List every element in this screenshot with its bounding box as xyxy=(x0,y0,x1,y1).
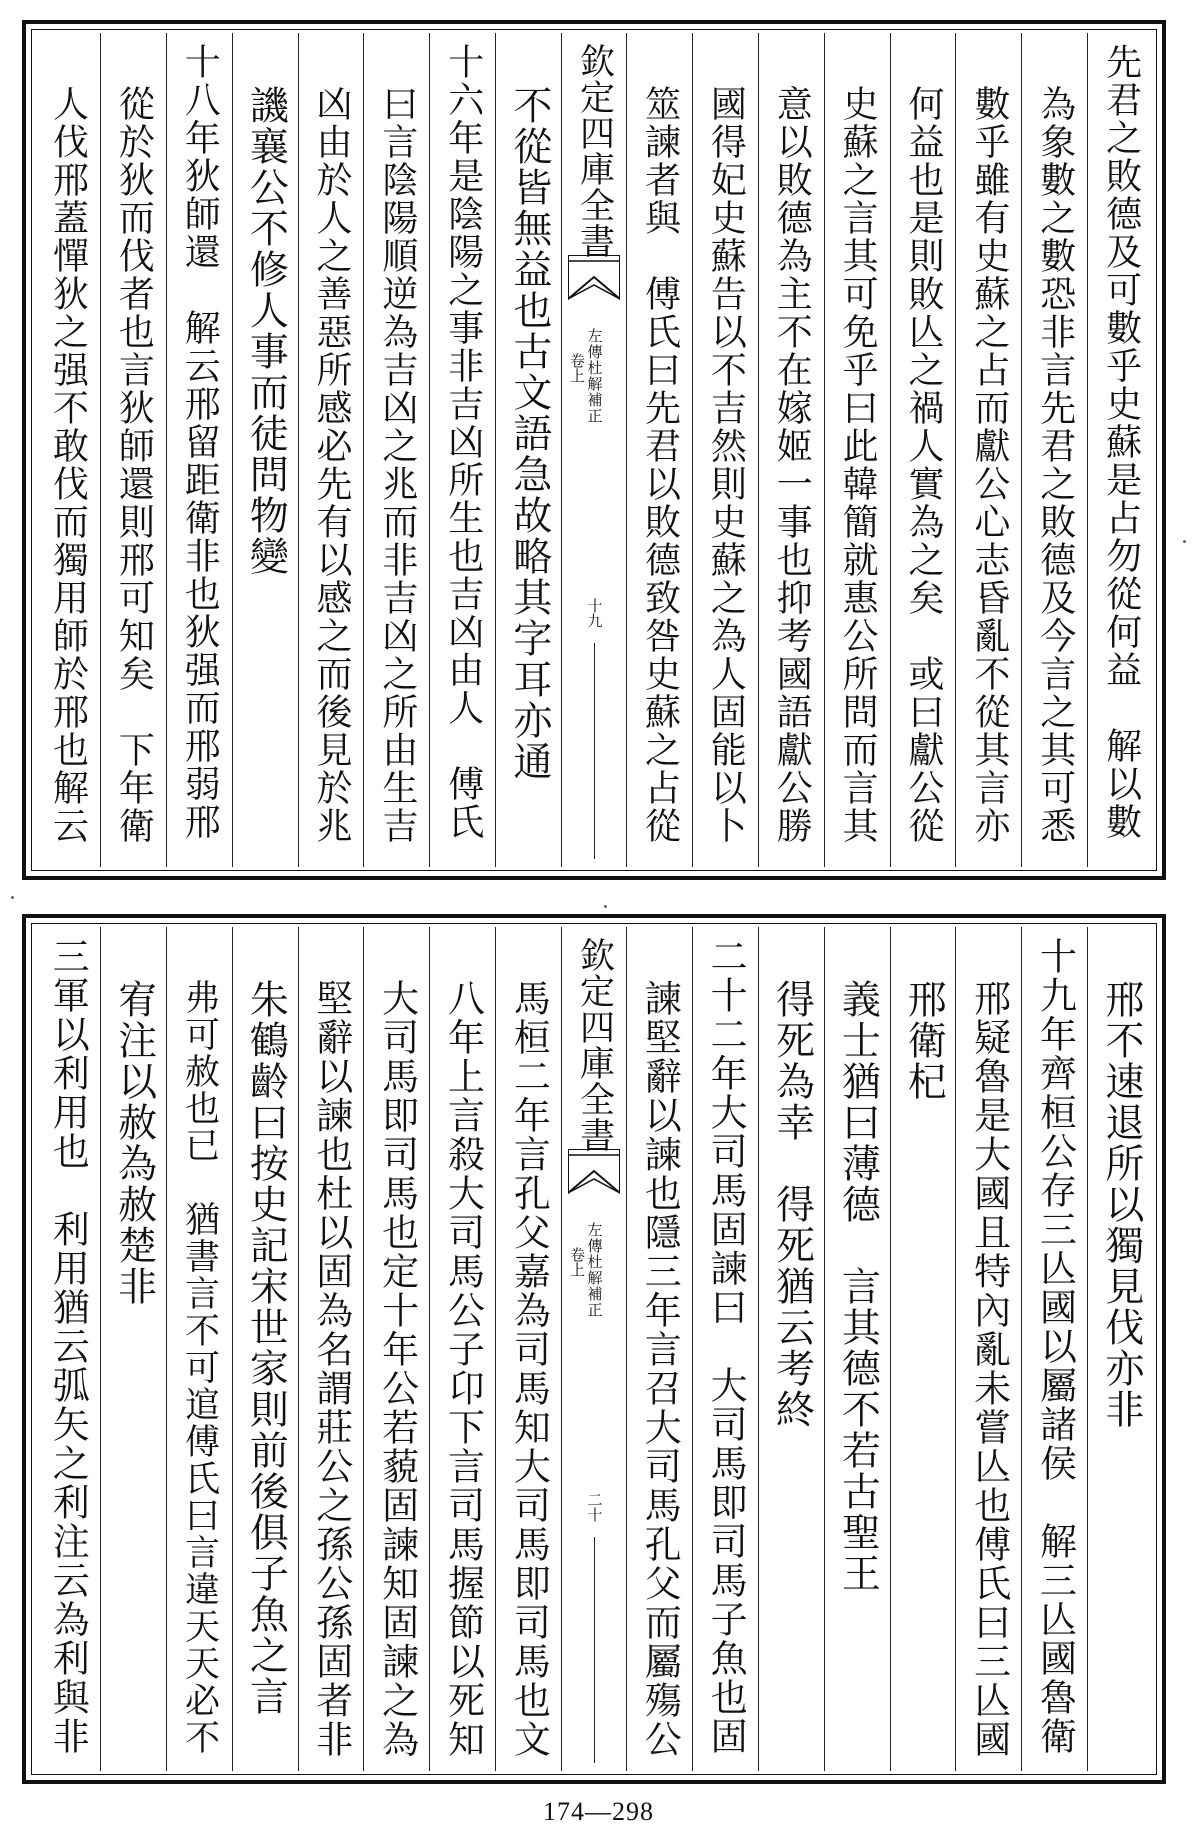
text-column xyxy=(363,33,429,867)
column-text: 人伐邢蓋憚狄之强不敢伐而獨用師於邢也解云 xyxy=(47,85,89,845)
text-column xyxy=(35,927,100,1771)
column-text: 史蘇之言其可免乎曰此韓簡就惠公所問而言其 xyxy=(837,85,879,845)
text-column xyxy=(100,927,166,1771)
spine-book-title: 左傳杜解補正 xyxy=(585,328,604,424)
column-text: 數乎雖有史蘇之占而獻公心志昏亂不從其言亦 xyxy=(968,85,1010,845)
center-spine xyxy=(561,33,626,867)
text-column xyxy=(758,33,824,867)
text-column xyxy=(626,33,692,867)
spine-rule-line xyxy=(594,643,595,859)
spine-page-number: 二十 xyxy=(585,1492,604,1522)
column-text: 筮諫者與 傅氏曰先君以敗德致咎史蘇之占從 xyxy=(639,85,681,845)
column-text: 十六年是陰陽之事非吉凶所生也吉凶由人 傅氏 xyxy=(442,43,484,841)
text-column xyxy=(955,33,1021,867)
spine-collection-title: 欽定四庫全書 xyxy=(574,937,615,1153)
column-text: 邢衛杞 xyxy=(901,979,947,1102)
column-text: 邢不速退所以獨見伐亦非 xyxy=(1098,979,1144,1430)
spine-rule-line xyxy=(594,1537,595,1763)
column-text: 何益也是則敗亾之禍人實為之矣 或曰獻公從 xyxy=(902,85,944,845)
column-text: 為象數之數恐非言先君之敗德及今言之其可悉 xyxy=(1034,85,1076,845)
column-text: 十八年狄師還 解云邢留距衛非也狄强而邢弱邢 xyxy=(179,43,221,841)
column-text: 弗可赦也已 猶書言不可逭傅氏曰言違天天必不 xyxy=(179,979,220,1756)
fishtail-mark-icon xyxy=(568,255,620,301)
column-block-upper xyxy=(35,33,1153,867)
text-column xyxy=(692,927,758,1771)
text-column xyxy=(166,33,232,867)
text-column xyxy=(824,33,890,867)
column-text: 三軍以利用也 利用猶云弧矢之利注云為利與非 xyxy=(46,937,90,1756)
column-text: 凶由於人之善惡所感必先有以感之而後見於兆 xyxy=(310,85,352,845)
text-column xyxy=(1021,927,1087,1771)
text-column xyxy=(495,927,561,1771)
spine-volume-label: 卷上 xyxy=(568,353,586,383)
column-text: 宥注以赦為赦楚非 xyxy=(111,979,157,1307)
column-text: 二十二年大司馬固諫曰 大司馬即司馬子魚也固 xyxy=(704,937,748,1756)
column-text: 八年上言殺大司馬公子卬下言司馬握節以死知 xyxy=(441,979,485,1759)
column-text: 譏襄公不修人事而徒問物變 xyxy=(243,85,289,577)
spine-volume-label: 卷上 xyxy=(568,1247,586,1277)
text-column xyxy=(1087,33,1153,867)
text-column xyxy=(758,927,824,1771)
column-text: 不從皆無益也古文語急故略其字耳亦通 xyxy=(506,85,552,782)
column-text: 馬桓二年言孔父嘉為司馬知大司馬即司馬也文 xyxy=(507,979,551,1759)
text-column xyxy=(955,927,1021,1771)
column-text: 國得妃史蘇告以不吉然則史蘇之為人固能以卜 xyxy=(705,85,747,845)
page-lower xyxy=(22,914,1166,1784)
scan-speck xyxy=(1183,540,1186,543)
text-column xyxy=(1087,927,1153,1771)
text-column xyxy=(298,927,364,1771)
text-column xyxy=(890,927,956,1771)
text-column xyxy=(626,927,692,1771)
scan-speck xyxy=(604,905,607,908)
text-column xyxy=(232,927,298,1771)
text-column xyxy=(100,33,166,867)
column-text: 十九年齊桓公存三亾國以屬諸侯 解三亾國魯衛 xyxy=(1033,937,1077,1756)
text-column xyxy=(232,33,298,867)
column-text: 堅辭以諫也杜以固為名謂莊公之孫公孫固者非 xyxy=(309,979,353,1759)
text-column xyxy=(166,927,232,1771)
column-text: 從於狄而伐者也言狄師還則邢可知矣 下年衛 xyxy=(113,85,155,845)
text-column xyxy=(824,927,890,1771)
scan-speck xyxy=(11,896,14,899)
column-text: 朱鶴齡曰按史記宋世家則前後俱子魚之言 xyxy=(243,979,289,1717)
text-column xyxy=(495,33,561,867)
page-footer-number: 174—298 xyxy=(543,1797,654,1826)
page-upper xyxy=(22,20,1166,880)
column-block-lower xyxy=(35,927,1153,1771)
spine-book-title: 左傳杜解補正 xyxy=(585,1222,604,1318)
column-text: 大司馬即司馬也定十年公若藐固諫知固諫之為 xyxy=(375,979,419,1759)
column-text: 先君之敗德及可數乎史蘇是占勿從何益 解以數 xyxy=(1100,43,1142,841)
text-column xyxy=(35,33,100,867)
text-column xyxy=(429,33,495,867)
text-column xyxy=(1021,33,1087,867)
column-text: 曰言陰陽順逆為吉凶之兆而非吉凶之所由生吉 xyxy=(376,85,418,845)
column-text: 諫堅辭以諫也隱三年言召大司馬孔父而屬殤公 xyxy=(638,979,682,1759)
spine-collection-title: 欽定四庫全書 xyxy=(574,43,615,259)
text-column xyxy=(890,33,956,867)
column-text: 邢疑魯是大國且特內亂未嘗亾也傅氏曰三亾國 xyxy=(967,979,1011,1759)
text-column xyxy=(692,33,758,867)
text-column xyxy=(363,927,429,1771)
column-text: 意以敗德為主不在嫁姬一事也抑考國語獻公勝 xyxy=(771,85,813,845)
spine-page-number: 十九 xyxy=(585,598,604,628)
column-text: 得死為幸 得死猶云考終 xyxy=(769,979,815,1430)
text-column xyxy=(429,927,495,1771)
fishtail-mark-icon xyxy=(568,1149,620,1195)
text-column xyxy=(298,33,364,867)
center-spine xyxy=(561,927,626,1771)
column-text: 義士猶曰薄德 言其德不若古聖王 xyxy=(835,979,881,1594)
